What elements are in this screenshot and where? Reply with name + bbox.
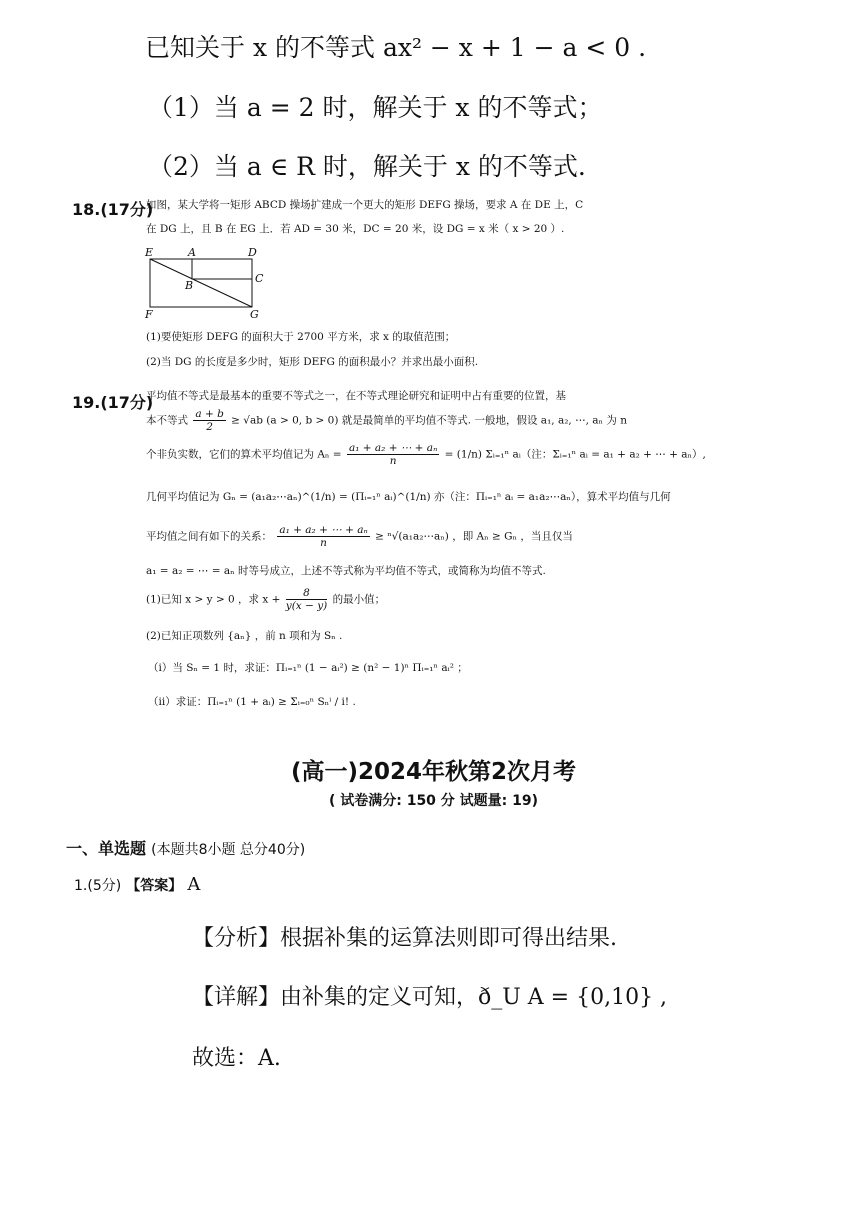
q19-line5-post: ≥ ⁿ√(a₁a₂⋯aₙ) ，即 Aₙ ≥ Gₙ ，当且仅当 xyxy=(375,530,573,543)
q17-part2: （2）当 a ∈ R 时，解关于 x 的不等式. xyxy=(148,152,586,181)
section-heading xyxy=(66,836,305,859)
q19-sub2-i: （i）当 Sₙ = 1 时，求证：Πᵢ₌₁ⁿ (1 − aᵢ²) ≥ (n² − 1)ⁿ Πᵢ₌₁ⁿ aᵢ² ； xyxy=(148,662,468,674)
q19-line3-pre: 个非负实数，它们的算术平均值记为 Aₙ = xyxy=(146,448,342,461)
answer-1-row xyxy=(74,874,200,895)
q18-line2: 在 DG 上，且 B 在 EG 上．若 AD = 30 米，DC = 20 米，设 DG = x 米（ x > 20 ）. xyxy=(146,223,565,235)
q18-line1: 如图，某大学将一矩形 ABCD 操场扩建成一个更大的矩形 DEFG 操场，要求 A 在 DE 上，C xyxy=(146,199,584,211)
frac-xy-den: y(x − y) xyxy=(285,600,328,612)
label-g: G xyxy=(250,308,259,320)
label-e: E xyxy=(145,246,154,259)
q19-line1: 平均值不等式是最基本的重要不等式之一，在不等式理论研究和证明中占有重要的位置，基 xyxy=(146,390,566,402)
frac-rel-num: a₁ + a₂ + ⋯ + aₙ xyxy=(279,524,368,536)
rect-abcd xyxy=(192,259,252,279)
answer-title: (高一)2024年秋第2次月考 xyxy=(290,759,577,785)
section-title: 一、单选题 xyxy=(66,839,147,858)
label-d: D xyxy=(248,246,257,259)
label-a: A xyxy=(188,246,196,259)
frac-sum-den: n xyxy=(389,455,397,467)
q19-line3-post: = (1/n) Σᵢ₌₁ⁿ aᵢ（注：Σᵢ₌₁ⁿ aᵢ = a₁ + a₂ + ⋯ + aₙ）, xyxy=(444,448,706,461)
diagonal-eg xyxy=(150,259,252,307)
q19-number: 19.(17分) xyxy=(72,393,154,412)
frac-ab xyxy=(193,408,225,433)
q19-line5-pre: 平均值之间有如下的关系： xyxy=(146,530,272,543)
q19-sub2-ii: （ii）求证：Πᵢ₌₁ⁿ (1 + aᵢ) ≥ Σᵢ₌₀ⁿ Sₙⁱ / i! . xyxy=(148,696,356,708)
q19-line2-post: ≥ √ab (a > 0, b > 0) 就是最简单的平均值不等式. 一般地，假设 a₁, a₂, ⋯, aₙ 为 n xyxy=(231,414,628,427)
frac-xy-num: 8 xyxy=(286,587,327,600)
q19-sub2: (2)已知正项数列 {aₙ} ，前 n 项和为 Sₙ . xyxy=(146,630,343,642)
q18-figure xyxy=(142,244,272,320)
q19-sub1-post: 的最小值； xyxy=(332,593,386,606)
answer-1-choice: A xyxy=(187,874,201,895)
q19-line6: a₁ = a₂ = ⋯ = aₙ 时等号成立，上述不等式称为平均值不等式，或简称为均值不等式. xyxy=(146,565,546,577)
q19-line2 xyxy=(146,408,627,433)
answer-1-tag: 【答案】 xyxy=(126,878,183,894)
frac-rel xyxy=(277,524,369,549)
q19-line4: 几何平均值记为 Gₙ = (a₁a₂⋯aₙ)^(1/n) = (Πᵢ₌₁ⁿ aᵢ)^(1/n) 亦（注：Πᵢ₌₁ⁿ aᵢ = a₁a₂⋯aₙ），算术平均值与几何 xyxy=(146,491,671,503)
q19-line5 xyxy=(146,524,573,549)
answer-1-conclusion: 故选：A. xyxy=(192,1046,281,1071)
q18-sub1: (1)要使矩形 DEFG 的面积大于 2700 平方米，求 x 的取值范围； xyxy=(146,331,456,343)
answer-1-number: 1.(5分) xyxy=(74,878,122,894)
label-c: C xyxy=(255,272,264,285)
answer-1-analysis: 【分析】根据补集的运算法则即可得出结果. xyxy=(192,926,617,951)
label-b: B xyxy=(185,279,194,292)
q18-number: 18.(17分) xyxy=(72,200,154,219)
q17-part1: （1）当 a = 2 时，解关于 x 的不等式； xyxy=(148,93,603,122)
q17-stem: 已知关于 x 的不等式 ax² − x + 1 − a < 0 . xyxy=(145,33,647,62)
answer-subtitle: ( 试卷满分: 150 分 试题量: 19) xyxy=(328,793,539,809)
q19-sub1-pre: (1)已知 x > y > 0 ，求 x + xyxy=(146,593,281,606)
section-note: (本题共8小题 总分40分) xyxy=(151,842,306,858)
q18-sub2: (2)当 DG 的长度是多少时，矩形 DEFG 的面积最小？并求出最小面积. xyxy=(146,356,479,368)
q19-sub1 xyxy=(146,587,385,612)
frac-ab-den: 2 xyxy=(206,421,213,433)
frac-ab-num: a + b xyxy=(195,408,224,420)
q19-line3 xyxy=(146,442,706,467)
frac-xy xyxy=(286,587,327,612)
frac-sum xyxy=(347,442,439,467)
frac-rel-den: n xyxy=(320,537,327,549)
frac-sum-num: a₁ + a₂ + ⋯ + aₙ xyxy=(348,442,438,454)
label-f: F xyxy=(145,308,153,320)
q19-line2-pre: 本不等式 xyxy=(146,414,188,427)
answer-1-detail: 【详解】由补集的定义可知，ð_U A = {0,10} , xyxy=(192,985,668,1010)
